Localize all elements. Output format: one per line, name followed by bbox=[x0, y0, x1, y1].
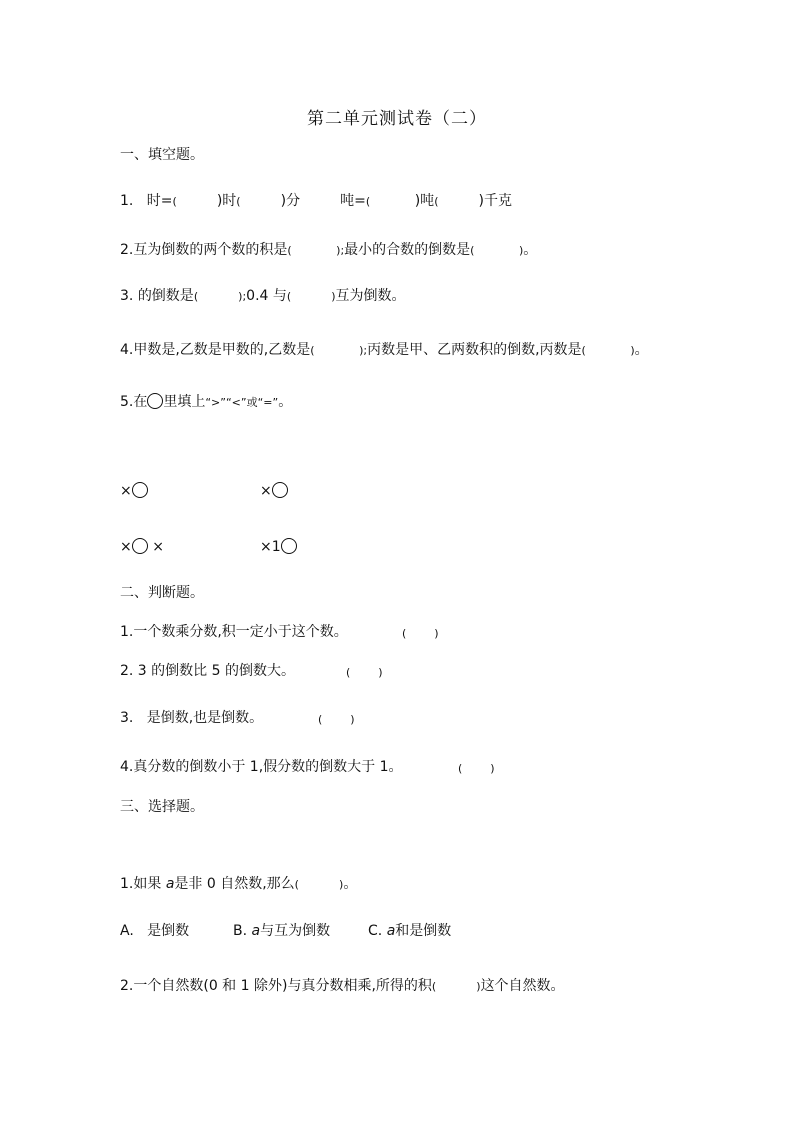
paren-open: ( bbox=[470, 244, 475, 257]
number-one: 1 bbox=[271, 539, 281, 555]
comparison-symbols: “>”“<”或“=” bbox=[205, 396, 279, 409]
compare-item-4 bbox=[260, 538, 297, 556]
q-text: )分 bbox=[280, 193, 301, 209]
q-text: 丙数是甲、乙两数积的倒数,丙数是 bbox=[367, 342, 582, 358]
paren-close: ); bbox=[336, 244, 345, 257]
judge-question-3: 3. 是倒数,也是倒数。 bbox=[120, 710, 264, 726]
times-sign: × bbox=[120, 539, 132, 555]
q-text: 里填上 bbox=[163, 394, 206, 410]
answer-paren: ( ) bbox=[318, 713, 355, 726]
variable-a: a bbox=[165, 876, 175, 892]
q-text: 。 bbox=[278, 394, 293, 410]
question-1-2 bbox=[120, 241, 537, 260]
paren-close: ) bbox=[331, 290, 336, 303]
paren-open: ( bbox=[236, 195, 241, 208]
question-1-1 bbox=[120, 192, 512, 211]
option-text: 与互为倒数 bbox=[260, 923, 331, 939]
q-text: 0.4 与 bbox=[246, 288, 287, 304]
option-label: C. bbox=[368, 923, 383, 939]
variable-a: a bbox=[251, 923, 261, 939]
paren-open: ( bbox=[294, 878, 299, 891]
q-text: 吨= bbox=[340, 193, 366, 209]
times-sign: × bbox=[260, 483, 272, 499]
q-text: 1.如果 bbox=[120, 876, 162, 892]
paren-close: ) bbox=[339, 878, 344, 891]
question-1-4 bbox=[120, 341, 649, 360]
q-text: 2.互为倒数的两个数的积是 bbox=[120, 242, 288, 258]
q-text: 最小的合数的倒数是 bbox=[344, 242, 471, 258]
compare-item-1 bbox=[120, 482, 148, 500]
option-c bbox=[368, 922, 451, 940]
paren-close: ); bbox=[238, 290, 247, 303]
q-text: 。 bbox=[343, 876, 358, 892]
q-text: 4.甲数是,乙数是甲数的,乙数是 bbox=[120, 342, 311, 358]
choice-question-1 bbox=[120, 875, 357, 894]
q-text: 5.在 bbox=[120, 394, 148, 410]
option-text: 和是倒数 bbox=[395, 923, 452, 939]
q-text: 时= bbox=[146, 193, 173, 209]
section-heading-fill-in: 一、填空题。 bbox=[120, 147, 204, 163]
circle-icon bbox=[132, 538, 148, 554]
q-text: 2.一个自然数(0 和 1 除外)与真分数相乘,所得的积 bbox=[120, 978, 432, 994]
circle-icon bbox=[147, 393, 163, 409]
page-title: 第二单元测试卷（二） bbox=[307, 109, 487, 129]
judge-question-1: 1.一个数乘分数,积一定小于这个数。 bbox=[120, 624, 348, 640]
option-b bbox=[233, 922, 330, 940]
times-sign: × bbox=[152, 539, 164, 555]
q-text: )千克 bbox=[478, 193, 513, 209]
q-text: 的倒数是 bbox=[137, 288, 194, 304]
option-label: B. bbox=[233, 923, 248, 939]
times-sign: × bbox=[120, 483, 132, 499]
answer-paren: ( ) bbox=[402, 627, 439, 640]
circle-icon bbox=[281, 538, 297, 554]
paren-open: ( bbox=[193, 290, 199, 303]
judge-question-2: 2. 3 的倒数比 5 的倒数大。 bbox=[120, 663, 295, 679]
times-sign: × bbox=[260, 539, 272, 555]
q-text: 。 bbox=[634, 342, 649, 358]
paren-open: ( bbox=[310, 344, 315, 357]
paren-open: ( bbox=[581, 344, 586, 357]
q-text: )时 bbox=[216, 193, 237, 209]
compare-item-2 bbox=[260, 482, 288, 500]
paren-close: ) bbox=[518, 244, 524, 257]
q-text: )吨 bbox=[414, 193, 435, 209]
paren-close: ); bbox=[359, 344, 368, 357]
q-number: 3. bbox=[120, 288, 134, 304]
variable-a: a bbox=[386, 923, 396, 939]
judge-question-4: 4.真分数的倒数小于 1,假分数的倒数大于 1。 bbox=[120, 759, 403, 775]
paren-open: ( bbox=[365, 195, 371, 208]
option-a: A. 是倒数 bbox=[120, 923, 190, 939]
paren-open: ( bbox=[434, 195, 439, 208]
question-1-3 bbox=[120, 287, 406, 306]
compare-item-3 bbox=[120, 538, 164, 556]
section-heading-choice: 三、选择题。 bbox=[120, 799, 204, 815]
q-text: 互为倒数。 bbox=[335, 288, 406, 304]
answer-paren: ( ) bbox=[346, 666, 383, 679]
q-text: 。 bbox=[523, 242, 538, 258]
paren-open: ( bbox=[431, 980, 437, 993]
paren-open: ( bbox=[287, 244, 292, 257]
paren-open: ( bbox=[172, 195, 177, 208]
paren-open: ( bbox=[286, 290, 292, 303]
section-heading-true-false: 二、判断题。 bbox=[120, 585, 204, 601]
paren-close: ) bbox=[630, 344, 635, 357]
circle-icon bbox=[132, 482, 148, 498]
q-text: 这个自然数。 bbox=[480, 978, 565, 994]
circle-icon bbox=[272, 482, 288, 498]
q-text: 是非 0 自然数,那么 bbox=[174, 876, 295, 892]
q-number: 1. bbox=[120, 193, 134, 209]
paren-close: ) bbox=[476, 980, 481, 993]
question-1-5 bbox=[120, 393, 292, 412]
choice-question-2 bbox=[120, 977, 565, 996]
answer-paren: ( ) bbox=[458, 762, 495, 775]
